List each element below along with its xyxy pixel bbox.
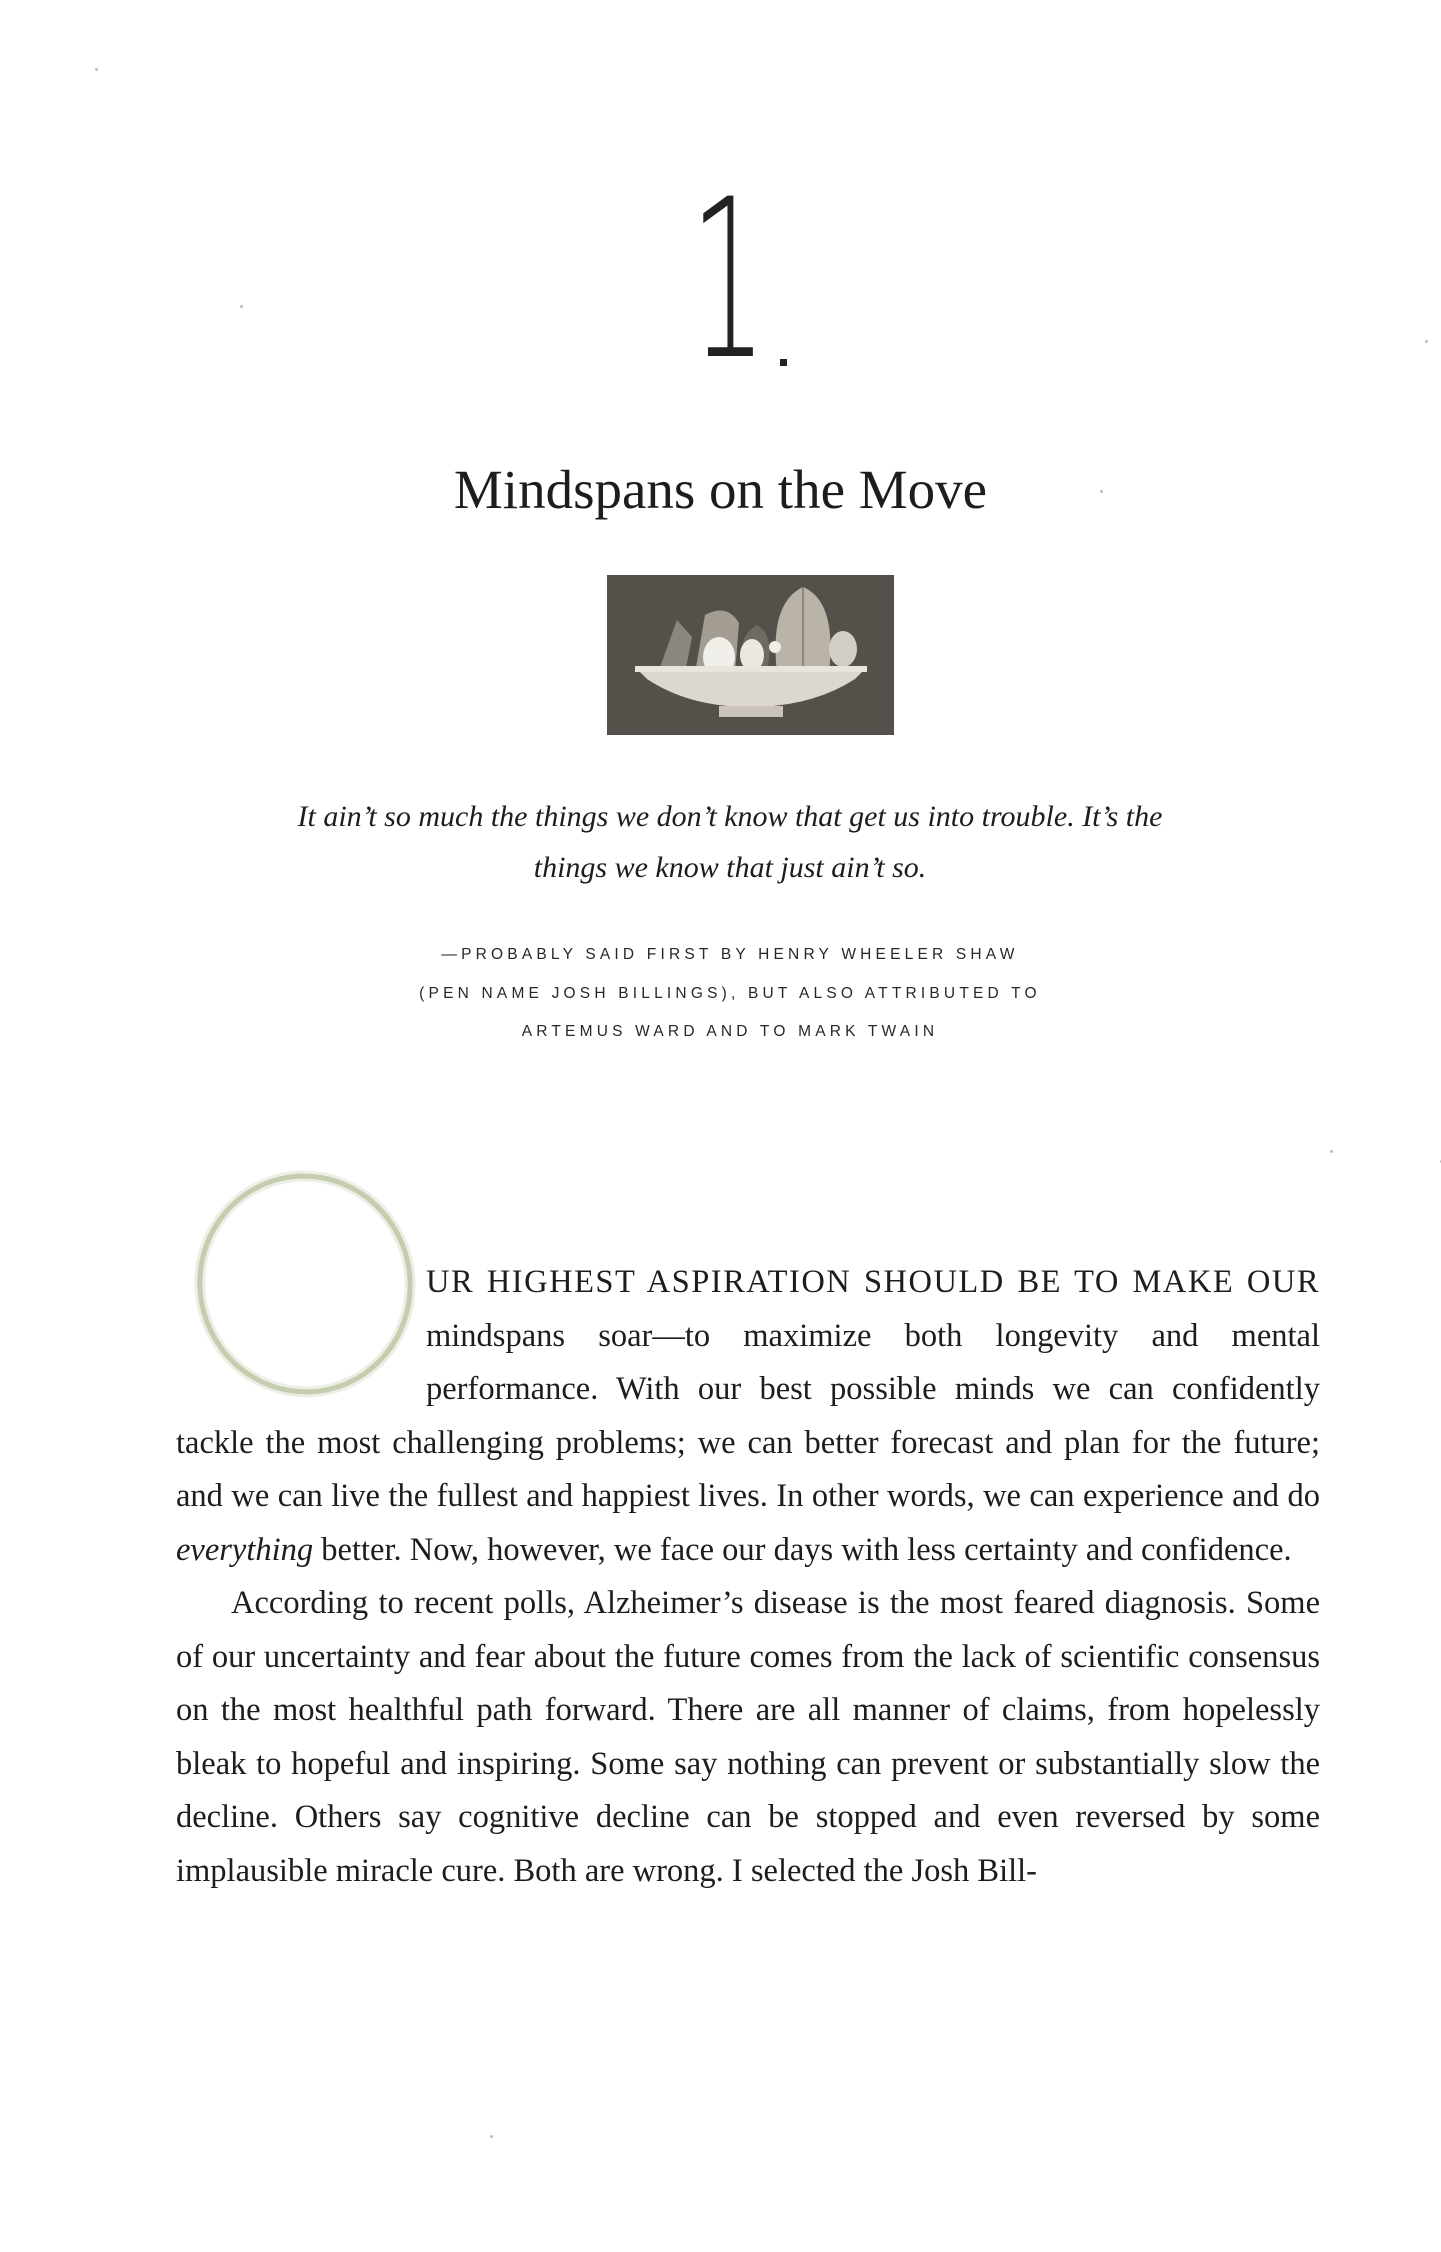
berry-shape [769, 641, 781, 653]
paragraph-lead-caps: UR HIGHEST ASPIRATION SHOULD BE TO MAKE OUR [426, 1264, 1320, 1300]
epigraph-line: It ain’t so much the things we don’t know that get us into trouble. It’s the [297, 800, 1163, 833]
fruit-shape [829, 631, 857, 667]
body-paragraph [176, 1256, 1320, 1577]
attribution-line: ARTEMUS WARD AND TO MARK TWAIN [521, 1023, 939, 1040]
epigraph [200, 791, 1260, 893]
chapter-number [690, 152, 810, 408]
bowl-base [719, 706, 783, 717]
chapter-number-text: 1 [690, 152, 767, 408]
attribution-line: (PEN NAME JOSH BILLINGS), BUT ALSO ATTRIBUTED TO [419, 984, 1041, 1002]
bowl-rim [635, 666, 867, 672]
chapter-number-dot [780, 359, 787, 366]
fruit-bowl-illustration [607, 575, 894, 735]
attribution-line: —PROBABLY SAID FIRST BY HENRY WHEELER SHAW [441, 946, 1019, 963]
emphasis-text: everything [176, 1531, 314, 1568]
fruit-bowl-svg [607, 575, 894, 735]
paragraph-text: mindspans soar—to maximize both longevity and mental performance. With our best possible minds we can confidently tackle the most challenging problems; we can better forecast and plan for the future; and we can live the fullest and happiest lives. In other words, we can experience and do [176, 1317, 1320, 1514]
epigraph-line: things we know that just ain’t so. [533, 851, 927, 884]
chapter-title: Mindspans on the Move [453, 459, 988, 520]
body-text [176, 1256, 1320, 1898]
epigraph-attribution [200, 936, 1260, 1052]
paragraph-text: better. Now, however, we face our days with less certainty and confidence. [321, 1531, 1292, 1568]
body-paragraph: According to recent polls, Alzheimer’s disease is the most feared diagnosis. Some of our uncertainty and fear about the future comes from the lack of scientific consensus on the most healthful path forward. There are all manner of claims, from hopelessly bleak to hopeful and inspiring. Some say nothing can prevent or substantially slow the decline. Others say cognitive decline can be stopped and even reversed by some implausible miracle cure. Both are wrong. I selected the Josh Bill- [176, 1585, 1320, 1889]
